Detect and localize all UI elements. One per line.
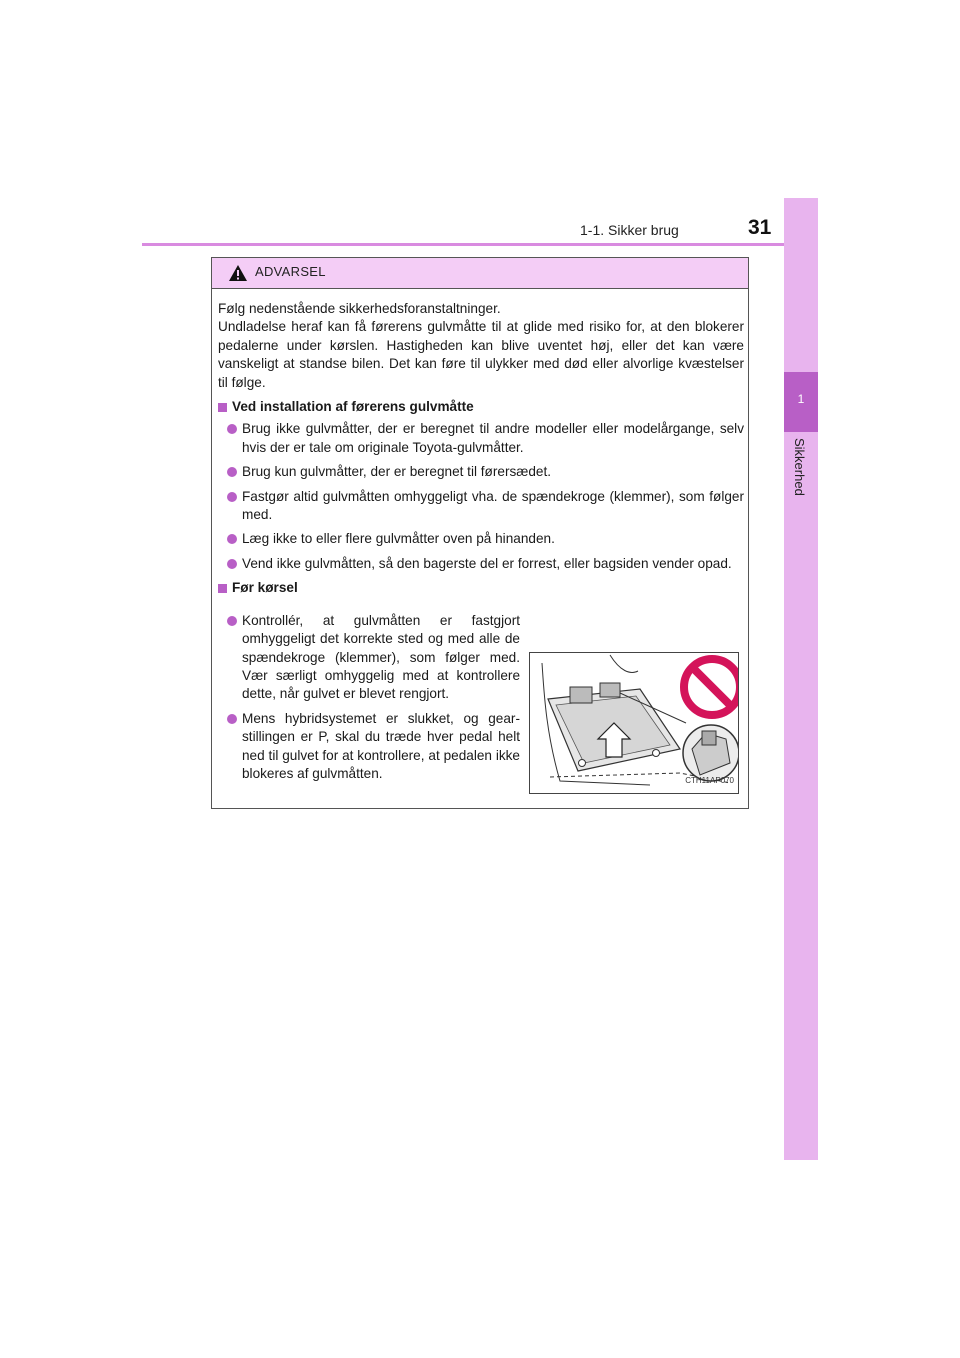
section-title: 1-1. Sikker brug [580, 222, 679, 238]
list-item [218, 463, 744, 481]
section-heading-before-driving [218, 579, 744, 597]
square-bullet-icon [218, 403, 227, 412]
list-item [218, 710, 520, 784]
list-item-text: Vend ikke gulvmåtten, så den bagerste del er forrest, eller bagsiden vender opad. [242, 555, 732, 571]
warning-intro: Følg nedenstående sikkerhedsforanstaltninger. [218, 301, 501, 316]
side-tab [784, 198, 818, 1160]
warning-content [218, 300, 744, 789]
side-chapter-number: 1 [797, 392, 805, 406]
list-item [218, 530, 744, 548]
section-heading-text: Ved installation af førerens gulvmåtte [232, 399, 474, 415]
warning-box [211, 257, 749, 809]
list-item-text: Mens hybridsystemet er slukket, og gear-stillingen er P, skal du træde hver pedal helt ned til gulvet for at kontrollere, at pedalen ikke blokeres af gulvmåtten. [242, 710, 520, 781]
bullet-dot-icon [227, 424, 237, 434]
list-item-text: Kontrollér, at gulvmåtten er fastgjort omhyggeligt det korrekte sted og med alle de spændekroge (klemmer), som følger med. Vær særligt omhyggelig med at kontrollere dette, når gulvet er blevet rengjort. [242, 612, 520, 702]
bullet-dot-icon [227, 467, 237, 477]
section-heading-text: Før kørsel [232, 580, 298, 596]
warning-body: Undladelse heraf kan få førerens gulvmåtte til at glide med risiko for, at den blokerer pedalerne under kørslen. Hastigheden kan blive uventet høj, eller det kan være vanskeligt at standse bilen. Det kan føre til ulykker med død eller alvorlige kvæstelser til følge. [218, 319, 744, 390]
list-item [218, 612, 520, 704]
figure-code: CTH11AP070 [685, 775, 734, 785]
warning-triangle-icon [228, 264, 248, 282]
header-rule [142, 243, 818, 246]
warning-header [212, 258, 748, 289]
page-number: 31 [748, 216, 772, 239]
square-bullet-icon [218, 584, 227, 593]
bullet-dot-icon [227, 559, 237, 569]
list-item-text: Læg ikke to eller flere gulvmåtter oven på hinanden. [242, 531, 555, 547]
bullet-dot-icon [227, 492, 237, 502]
bullet-dot-icon [227, 616, 237, 626]
side-chapter-label: Sikkerhed [792, 438, 807, 496]
section-heading-installation [218, 398, 744, 416]
list-item [218, 420, 744, 457]
bullet-dot-icon [227, 714, 237, 724]
list-item-text: Fastgør altid gulvmåtten omhyggeligt vha. de spændekroge (klemmer), som følger med. [242, 488, 744, 523]
bullet-dot-icon [227, 534, 237, 544]
warning-title: ADVARSEL [255, 264, 326, 279]
list-item [218, 555, 744, 573]
floor-mat-illustration [529, 652, 739, 794]
list-item [218, 488, 744, 525]
list-item-text: Brug kun gulvmåtter, der er beregnet til førersædet. [242, 464, 552, 480]
list-item-text: Brug ikke gulvmåtter, der er beregnet til andre modeller eller modelårgange, selv hvis der er tale om originale Toyota-gulvmåtter. [242, 421, 744, 455]
